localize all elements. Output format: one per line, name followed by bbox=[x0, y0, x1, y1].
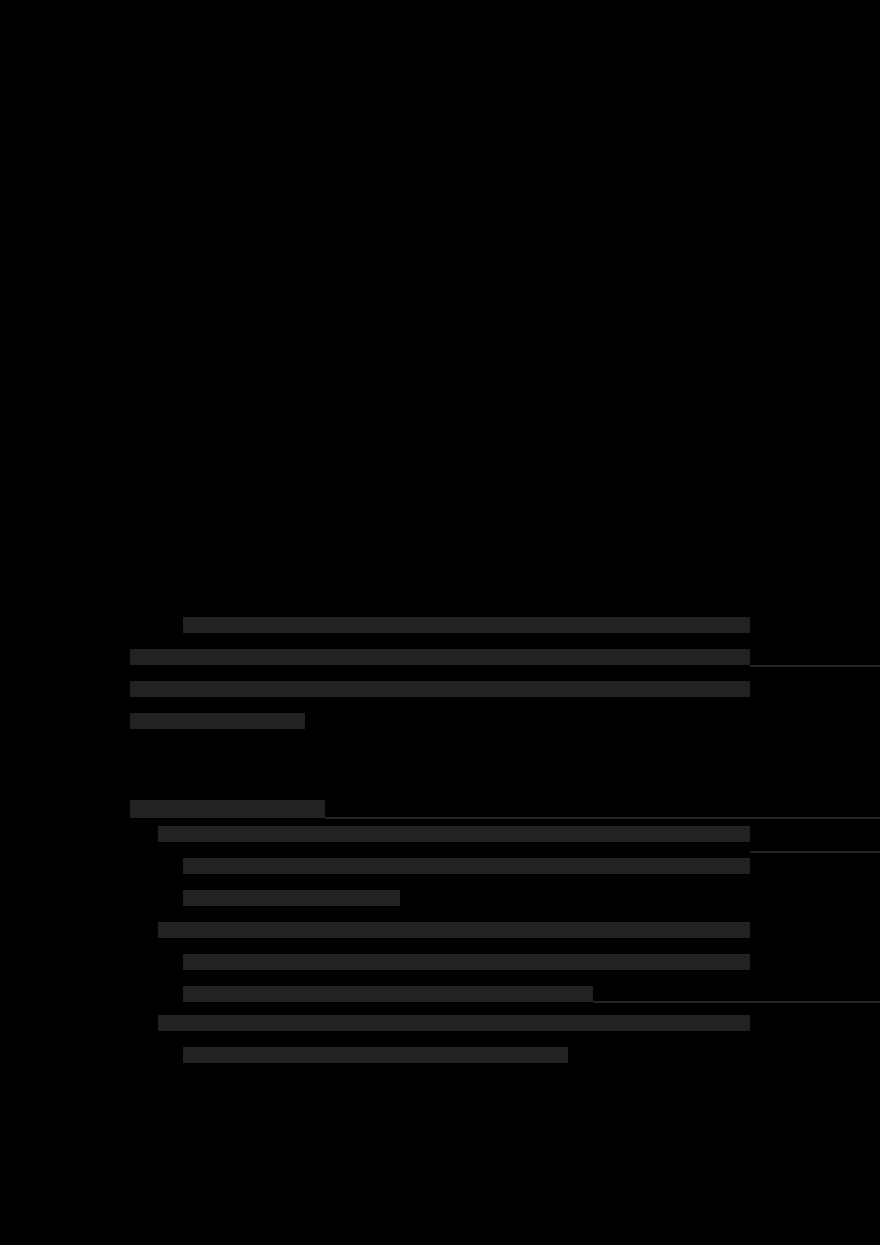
list-item-line bbox=[183, 954, 750, 970]
list-item-line bbox=[158, 1015, 750, 1031]
paragraph-line bbox=[130, 681, 750, 697]
list-item-line bbox=[183, 890, 400, 906]
paragraph-line bbox=[183, 617, 750, 633]
section-heading bbox=[130, 800, 325, 818]
list-item-line bbox=[183, 1047, 568, 1063]
rule-line bbox=[593, 1001, 880, 1003]
rule-line bbox=[750, 665, 880, 667]
paragraph-line bbox=[130, 649, 750, 665]
list-item-line bbox=[158, 922, 750, 938]
list-item-line bbox=[183, 986, 593, 1002]
paragraph-line bbox=[130, 713, 305, 729]
list-item-line bbox=[158, 826, 750, 842]
rule-line bbox=[750, 851, 880, 853]
rule-line bbox=[325, 817, 880, 819]
list-item-line bbox=[183, 858, 750, 874]
